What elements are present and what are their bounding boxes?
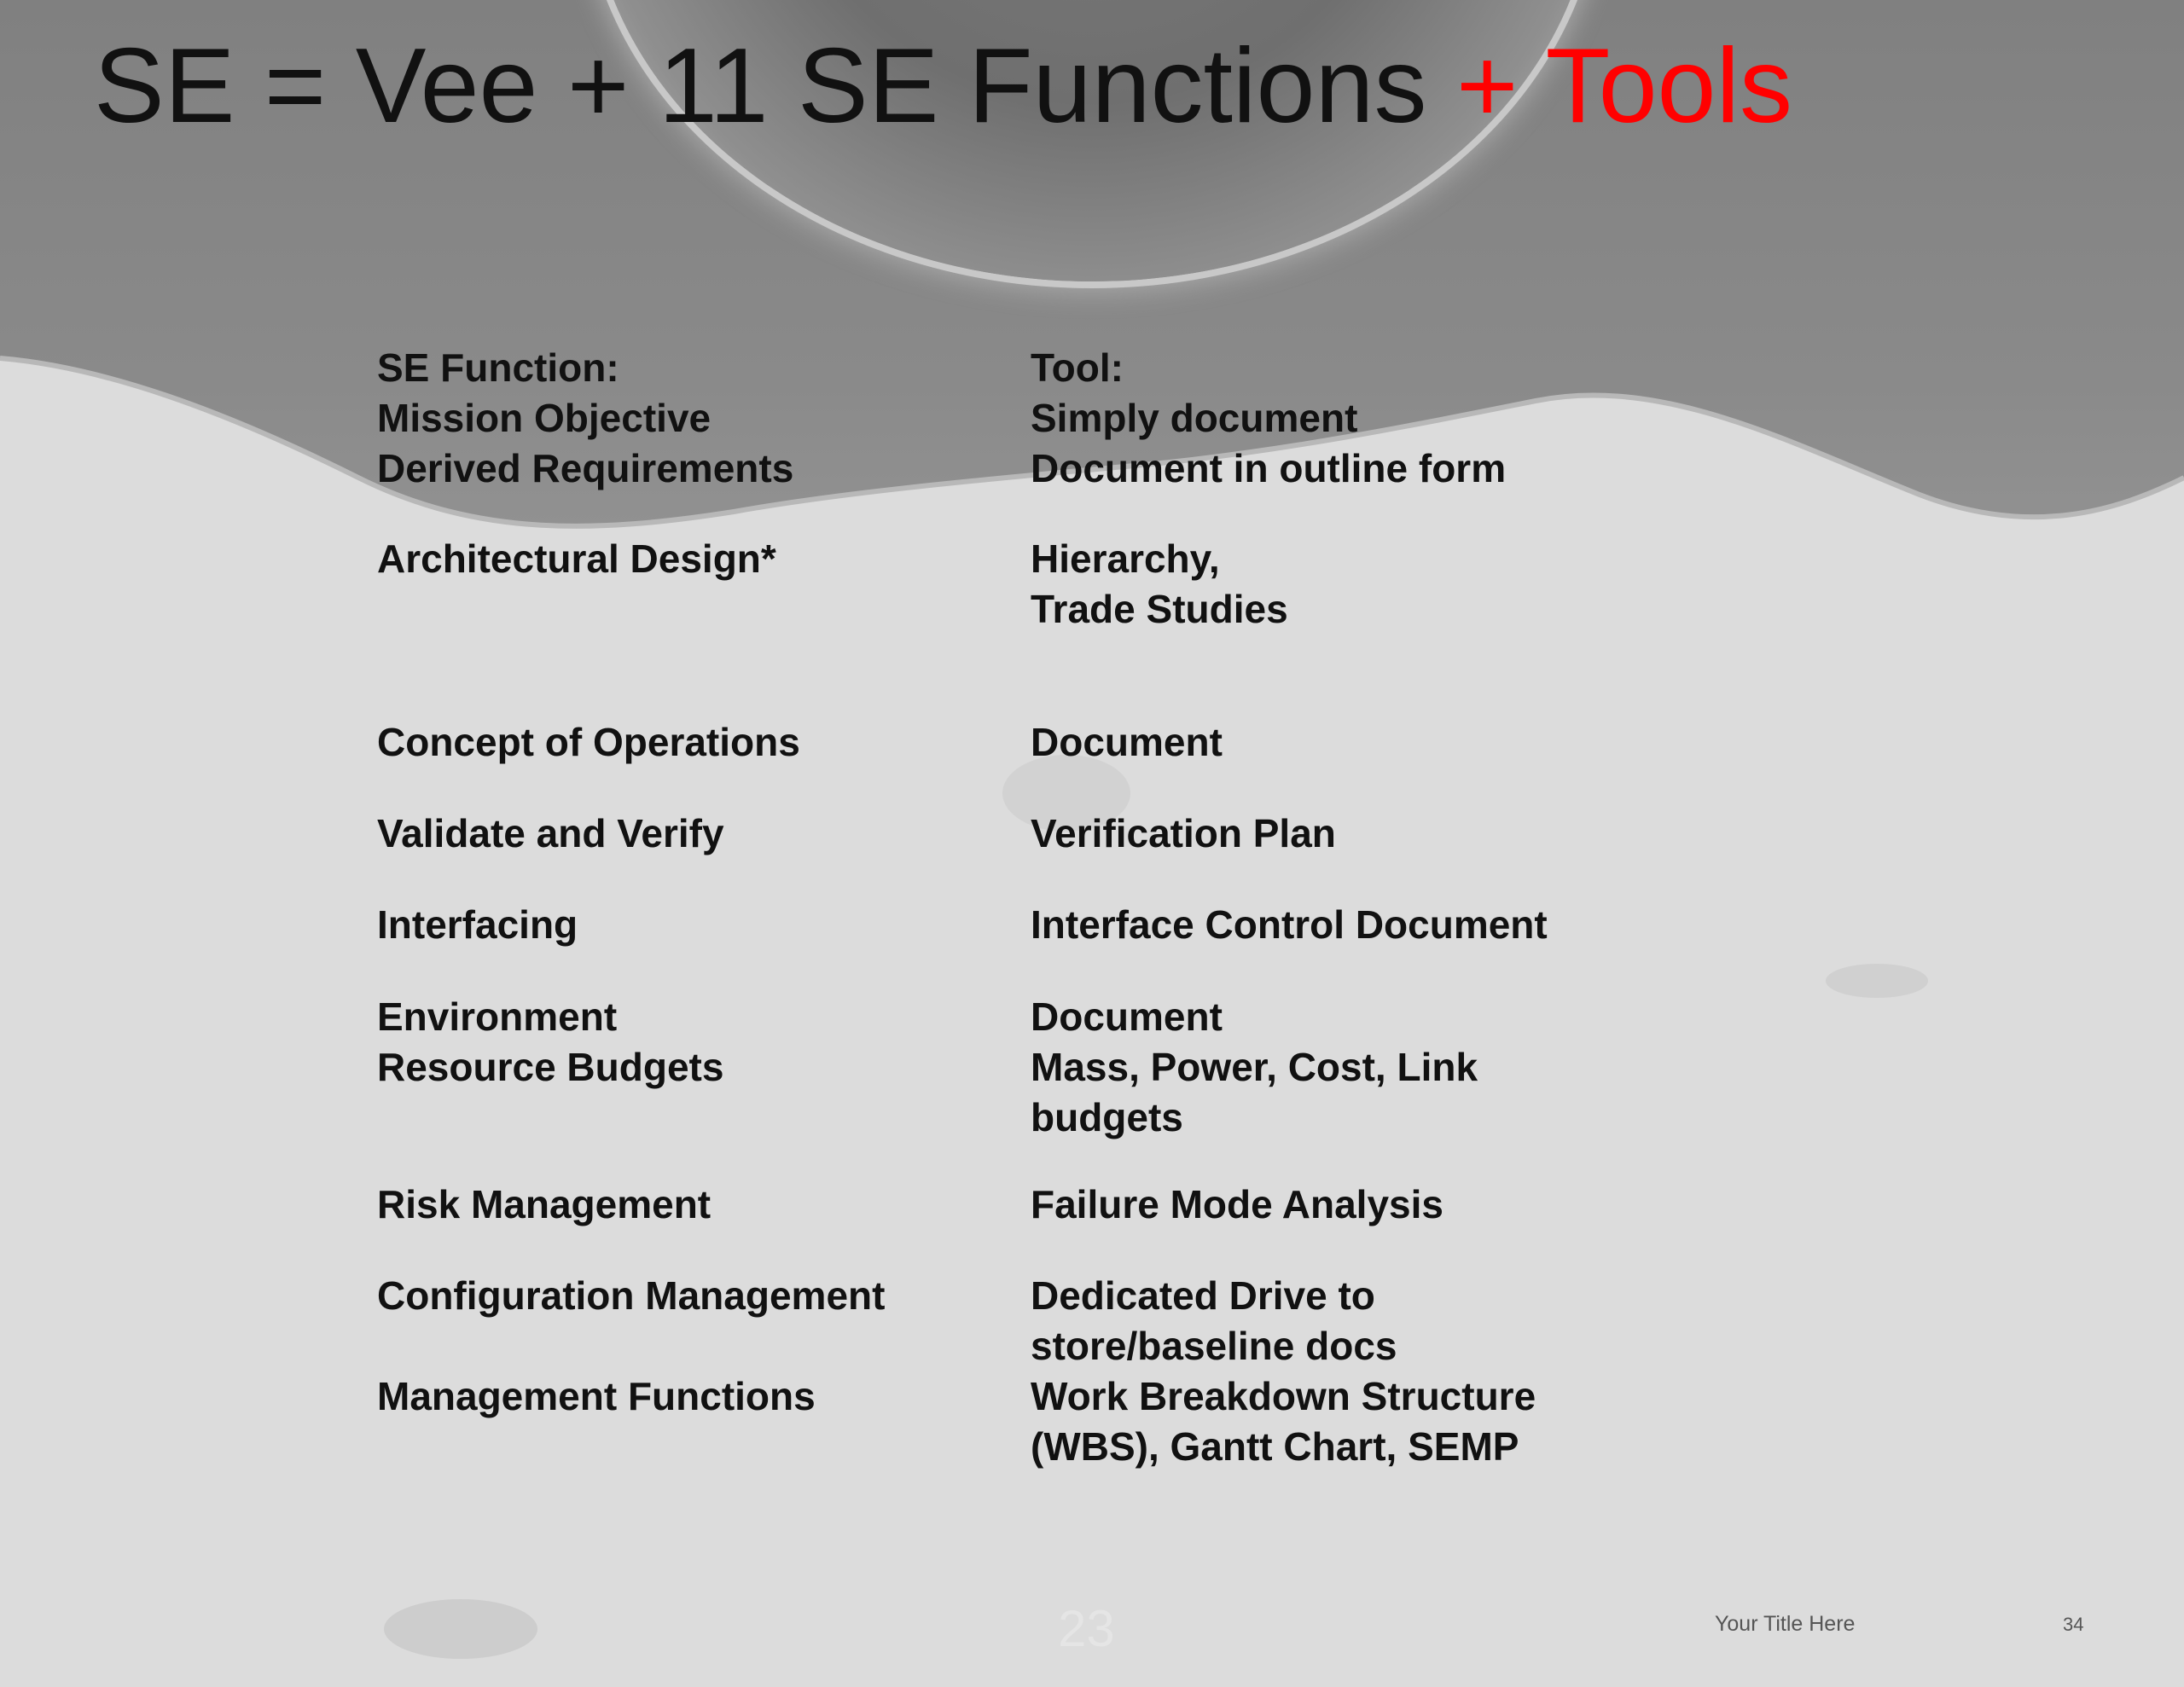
right-block-icd xyxy=(1031,900,1548,950)
left-block-environment xyxy=(377,992,723,1093)
left-block-conops xyxy=(377,717,800,768)
left-block-risk xyxy=(377,1180,711,1230)
right-block-fma xyxy=(1031,1180,1443,1230)
right-block-hierarchy xyxy=(1031,534,1288,635)
footer-title: Your Title Here xyxy=(1715,1612,1856,1636)
left-block-validate xyxy=(377,809,724,859)
right-text: Document xyxy=(1031,994,1223,1039)
left-text: Interfacing xyxy=(377,902,578,947)
title-accent: + Tools xyxy=(1455,27,1793,145)
left-text: SE Function: xyxy=(377,345,619,390)
left-text: Mission Objective xyxy=(377,396,712,440)
background-number: 23 xyxy=(1058,1600,1115,1657)
left-block-se-function xyxy=(377,343,793,494)
right-text: Verification Plan xyxy=(1031,811,1336,855)
left-text: Derived Requirements xyxy=(377,446,794,490)
right-text: Dedicated Drive to xyxy=(1031,1273,1375,1318)
right-block-wbs xyxy=(1031,1371,1536,1472)
right-text: Trade Studies xyxy=(1031,587,1288,631)
right-block-document xyxy=(1031,717,1223,768)
right-text: Tool: xyxy=(1031,345,1124,390)
left-block-management xyxy=(377,1371,816,1422)
left-block-configuration xyxy=(377,1271,885,1321)
page-number: 34 xyxy=(2063,1614,2084,1635)
title-main: SE = Vee + 11 SE Functions xyxy=(94,27,1456,145)
right-text: Failure Mode Analysis xyxy=(1031,1182,1443,1226)
right-text: Mass, Power, Cost, Link xyxy=(1031,1045,1478,1089)
right-text: Work Breakdown Structure xyxy=(1031,1374,1536,1418)
right-block-budgets xyxy=(1031,992,1478,1143)
left-text: Management Functions xyxy=(377,1374,816,1418)
right-block-drive xyxy=(1031,1271,1397,1371)
left-text: Resource Budgets xyxy=(377,1045,724,1089)
right-text: store/baseline docs xyxy=(1031,1324,1397,1368)
left-block-architecture xyxy=(377,534,776,584)
right-block-tool xyxy=(1031,343,1506,494)
left-text: Configuration Management xyxy=(377,1273,886,1318)
left-text: Validate and Verify xyxy=(377,811,724,855)
right-text: Document xyxy=(1031,720,1223,764)
left-text: Concept of Operations xyxy=(377,720,800,764)
right-text: Document in outline form xyxy=(1031,446,1507,490)
right-block-verification xyxy=(1031,809,1336,859)
right-text: (WBS), Gantt Chart, SEMP xyxy=(1031,1424,1519,1469)
slide-title xyxy=(94,26,1792,148)
right-text: budgets xyxy=(1031,1095,1183,1139)
right-text: Simply document xyxy=(1031,396,1358,440)
left-block-interfacing xyxy=(377,900,578,950)
left-text: Risk Management xyxy=(377,1182,712,1226)
right-text: Interface Control Document xyxy=(1031,902,1548,947)
left-text: Environment xyxy=(377,994,618,1039)
left-text: Architectural Design* xyxy=(377,536,776,581)
right-text: Hierarchy, xyxy=(1031,536,1220,581)
